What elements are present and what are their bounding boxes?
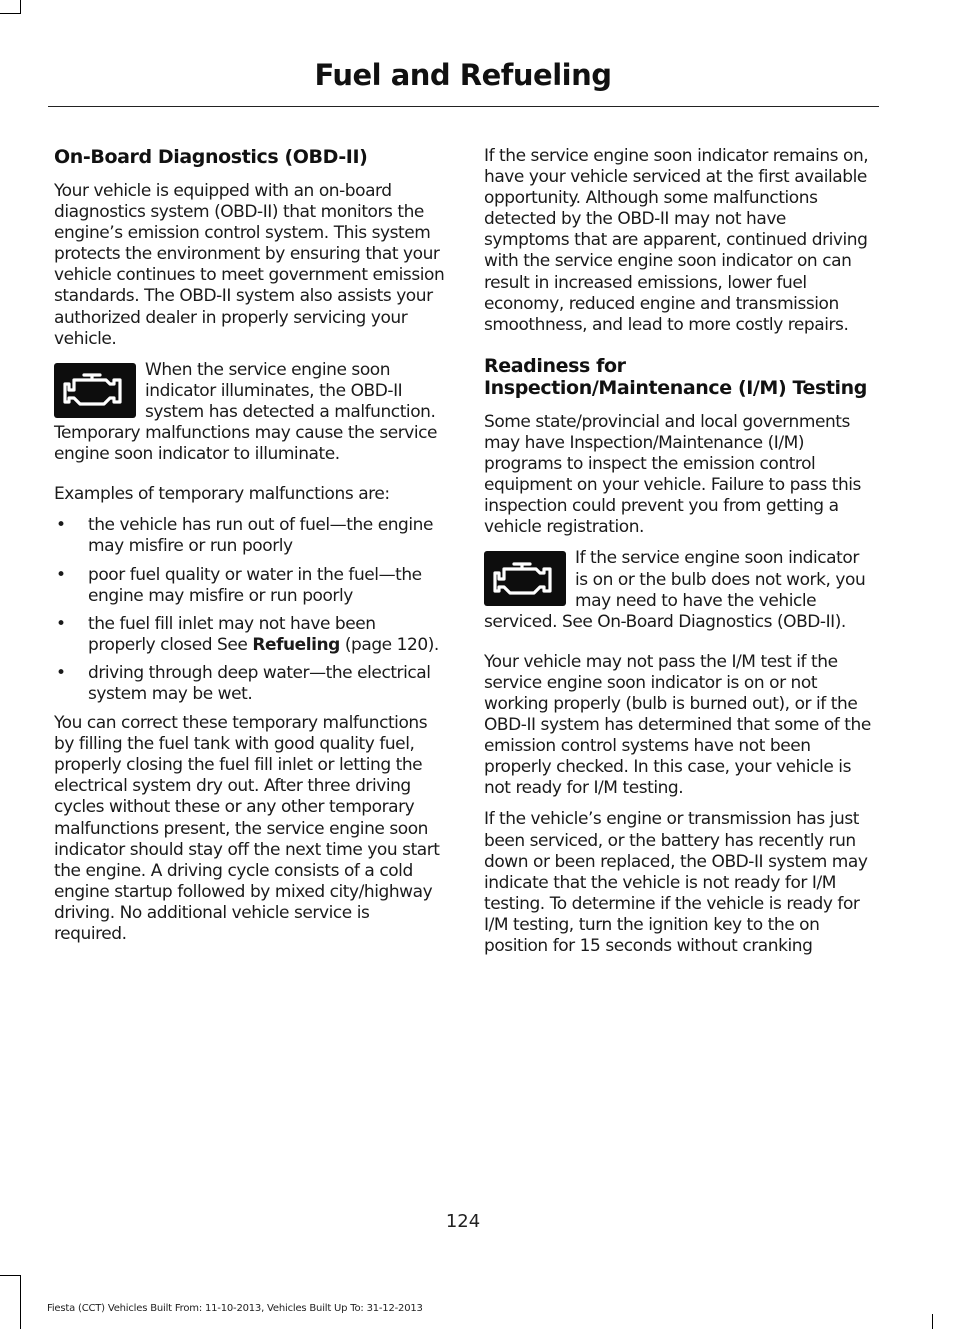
obd-intro-paragraph: Your vehicle is equipped with an on-board diagnostics system (OBD-II) that monitors the engine’s emission control system. This system protects the environment by ensuring that your vehicle continues to meet government emission standards. The OBD-II system also assists your authorized dealer in properly servicing your vehicle. (54, 181, 445, 349)
crop-mark (0, 13, 20, 14)
indicator-remains-paragraph: If the service engine soon indicator remains on, have your vehicle serviced at the first available opportunity. Although some malfunctions detected by the OBD-II may not have symptoms that are apparent, continued driving with the service engine soon indicator on can result in increased emissions, lower fuel economy, reduced engine and transmission smoothness, and lead to more costly repairs. (484, 146, 869, 335)
im-indicator-text: If the service engine soon indicator is on or the bulb does not work, you may need to have the vehicle serviced. See On-Board Diagnostics (OBD-II). (484, 548, 866, 632)
correction-paragraph: You can correct these temporary malfunctions by filling the fuel tank with good quality fuel, properly closing the fuel fill inlet or letting the electrical system dry out. After three driving cycles without these or any other temporary malfunctions present, the service engine soon indicator should stay off the next time you start the engine. A driving cycle consists of a cold engine startup followed by mixed city/highway driving. No additional vehicle service is required. (54, 713, 440, 944)
examples-intro: Examples of temporary malfunctions are: (54, 484, 390, 505)
engine-warning-icon (484, 551, 566, 606)
crop-mark (20, 0, 21, 14)
crop-mark (0, 1275, 20, 1276)
engine-warning-icon (54, 363, 136, 418)
list-item: • the fuel fill inlet may not have been properly closed See Refueling (page 120). (56, 613, 439, 655)
list-item: • poor fuel quality or water in the fuel—the engine may misfire or run poorly (56, 564, 422, 606)
crop-mark (20, 1275, 21, 1329)
refueling-link[interactable]: Refueling (252, 634, 340, 655)
left-column (54, 146, 446, 955)
crop-mark (932, 1314, 933, 1329)
right-column (484, 146, 876, 967)
page-title: Fuel and Refueling (314, 58, 612, 92)
page-number: 124 (445, 1211, 481, 1232)
im-indicator-block (484, 548, 876, 632)
im-readiness-paragraph: If the vehicle’s engine or transmission has just been serviced, or the battery has recently run down or been replaced, the OBD-II system may indicate that the vehicle is not ready for I/M testing. To determine if the vehicle is ready for I/M testing, turn the ignition key to the on position for 15 seconds without cranking (484, 809, 868, 956)
section-heading-readiness: Readiness for Inspection/Maintenance (I/M) Testing (484, 354, 867, 399)
obd-indicator-text: When the service engine soon indicator illuminates, the OBD-II system has detected a malfunction. Temporary malfunctions may cause the service engine soon indicator to illuminate. (54, 359, 438, 465)
list-item: • driving through deep water—the electrical system may be wet. (56, 662, 431, 704)
footer-text: Fiesta (CCT) Vehicles Built From: 11-10-2013, Vehicles Built Up To: 31-12-2013 (47, 1303, 423, 1314)
section-heading-obd: On-Board Diagnostics (OBD-II) (54, 146, 368, 168)
title-divider (48, 106, 879, 107)
list-item: • the vehicle has run out of fuel—the engine may misfire or run poorly (56, 515, 434, 557)
obd-indicator-block (54, 360, 446, 465)
im-test-paragraph: Your vehicle may not pass the I/M test if the service engine soon indicator is on or not working properly (bulb is burned out), or if the OBD-II system has determined that some of the emission control systems have not been properly checked. In this case, your vehicle is not ready for I/M testing. (484, 651, 871, 799)
malfunction-list (54, 515, 446, 705)
im-programs-paragraph: Some state/provincial and local governments may have Inspection/Maintenance (I/M) programs to inspect the emission control equipment on your vehicle. Failure to pass this inspection could prevent you from getting a vehicle registration. (484, 411, 861, 538)
